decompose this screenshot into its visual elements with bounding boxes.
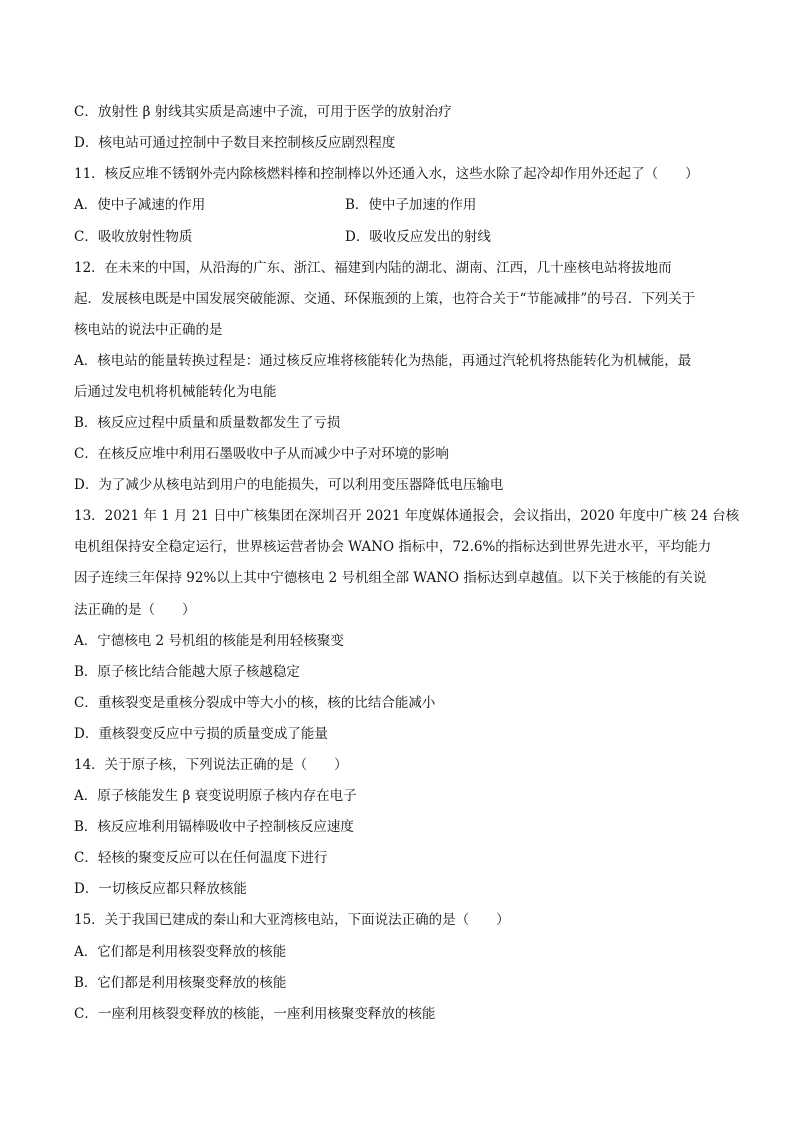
q14-stem: 14．关于原子核，下列说法正确的是（ ）: [74, 757, 348, 773]
q12-option-a-line-2: 后通过发电机将机械能转化为电能: [74, 384, 277, 400]
q13-stem-line-3: 因子连续三年保持 92%以上其中宁德核电 2 号机组全部 WANO 指标达到卓越值。以下关于核能的有关说: [74, 570, 707, 586]
q11-option-d: D．吸收反应发出的射线: [345, 229, 491, 245]
q15-option-a: A．它们都是利用核裂变释放的核能: [74, 944, 287, 960]
q13-option-c: C．重核裂变是重核分裂成中等大小的核，核的比结合能减小: [74, 695, 436, 711]
q12-option-a-line-1: A．核电站的能量转换过程是：通过核反应堆将核能转化为热能，再通过汽轮机将热能转化为机械能，最: [74, 353, 692, 369]
q15-option-b: B．它们都是利用核聚变释放的核能: [74, 975, 287, 991]
q13-option-b: B．原子核比结合能越大原子核越稳定: [74, 664, 300, 680]
q12-option-b: B．核反应过程中质量和质量数都发生了亏损: [74, 415, 341, 431]
q12-option-d: D．为了减少从核电站到用户的电能损失，可以利用变压器降低电压输电: [74, 477, 504, 493]
q10-option-d: D．核电站可通过控制中子数目来控制核反应剧烈程度: [74, 135, 396, 151]
q14-option-d: D．一切核反应都只释放核能: [74, 881, 247, 897]
q11-stem: 11．核反应堆不锈钢外壳内除核燃料棒和控制棒以外还通入水，这些水除了起冷却作用外还起了（ ）: [74, 166, 699, 182]
q12-stem-line-1: 12．在未来的中国，从沿海的广东、浙江、福建到内陆的湖北、湖南、江西，几十座核电站将拔地而: [74, 260, 672, 276]
q15-option-c: C．一座利用核裂变释放的核能，一座利用核聚变释放的核能: [74, 1006, 436, 1022]
q11-option-c: C．吸收放射性物质: [74, 229, 193, 245]
q10-option-c: C．放射性 β 射线其实质是高速中子流，可用于医学的放射治疗: [74, 104, 452, 120]
q12-stem-line-3: 核电站的说法中正确的是: [74, 322, 223, 338]
q14-option-a: A．原子核能发生 β 衰变说明原子核内存在电子: [74, 788, 357, 804]
q11-option-a: A．使中子减速的作用: [74, 197, 206, 213]
q13-option-d: D．重核裂变反应中亏损的质量变成了能量: [74, 726, 328, 742]
q13-option-a: A．宁德核电 2 号机组的核能是利用轻核聚变: [74, 633, 344, 649]
q13-stem-line-1: 13．2021 年 1 月 21 日中广核集团在深圳召开 2021 年度媒体通报会，会议指出，2020 年度中广核 24 台核: [74, 508, 740, 524]
q12-option-c: C．在核反应堆中利用石墨吸收中子从而减少中子对环境的影响: [74, 446, 449, 462]
q11-option-b: B．使中子加速的作用: [345, 197, 477, 213]
q13-stem-line-2: 电机组保持安全稳定运行，世界核运营者协会 WANO 指标中，72.6%的指标达到世界先进水平，平均能力: [74, 539, 712, 555]
q12-stem-line-2: 起．发展核电既是中国发展突破能源、交通、环保瓶颈的上策，也符合关于“节能减排”的号召．下列关于: [74, 291, 696, 307]
q14-option-c: C．轻核的聚变反应可以在任何温度下进行: [74, 850, 328, 866]
q14-option-b: B．核反应堆利用镉棒吸收中子控制核反应速度: [74, 819, 354, 835]
q13-stem-line-4: 法正确的是（ ）: [74, 602, 196, 618]
q15-stem: 15．关于我国已建成的秦山和大亚湾核电站，下面说法正确的是（ ）: [74, 912, 510, 928]
